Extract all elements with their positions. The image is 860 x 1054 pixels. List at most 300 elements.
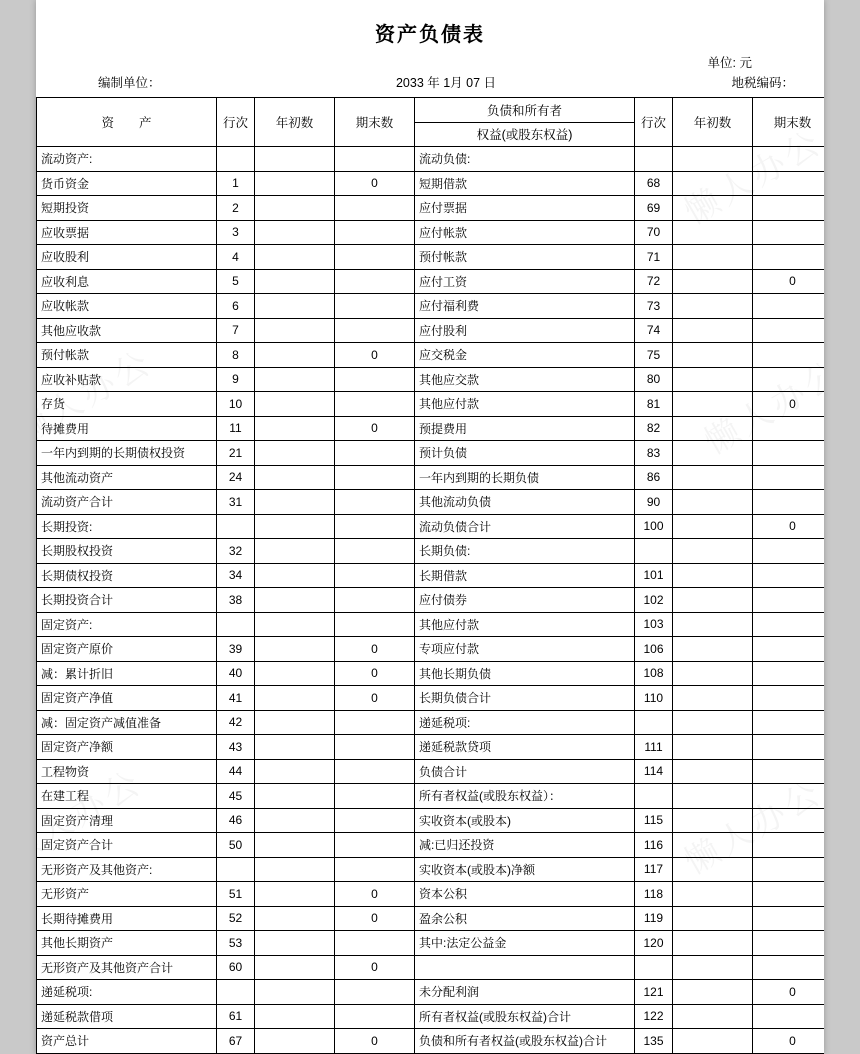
asset-line-no: 38: [217, 588, 255, 613]
liability-begin-value: [673, 784, 753, 809]
asset-begin-value: [255, 759, 335, 784]
asset-end-value: [335, 367, 415, 392]
page-title: 资产负债表: [375, 24, 485, 46]
liability-end-value: [753, 784, 825, 809]
asset-begin-value: [255, 220, 335, 245]
asset-label: 长期股权投资: [37, 539, 217, 564]
asset-label: 长期投资:: [37, 514, 217, 539]
asset-line-no: 4: [217, 245, 255, 270]
table-row: [37, 955, 825, 980]
liability-begin-value: [673, 220, 753, 245]
asset-begin-value: [255, 980, 335, 1005]
table-row: [37, 294, 825, 319]
liability-label: 流动负债:: [415, 147, 635, 172]
liability-line-no: 102: [635, 588, 673, 613]
asset-line-no: [217, 857, 255, 882]
liability-end-value: [753, 367, 825, 392]
asset-label: 递延税款借项: [37, 1004, 217, 1029]
asset-end-value: [335, 710, 415, 735]
liability-begin-value: [673, 343, 753, 368]
table-body: [37, 98, 825, 1054]
asset-begin-value: [255, 710, 335, 735]
liability-begin-value: [673, 392, 753, 417]
asset-end-value: [335, 441, 415, 466]
asset-label: 货币资金: [37, 171, 217, 196]
asset-end-value: [335, 392, 415, 417]
liability-begin-value: [673, 147, 753, 172]
asset-line-no: 50: [217, 833, 255, 858]
liability-end-value: [753, 343, 825, 368]
liability-line-no: 71: [635, 245, 673, 270]
liability-begin-value: [673, 367, 753, 392]
liability-end-value: [753, 196, 825, 221]
asset-line-no: 44: [217, 759, 255, 784]
asset-label: 预付帐款: [37, 343, 217, 368]
asset-begin-value: [255, 294, 335, 319]
liability-line-no: 106: [635, 637, 673, 662]
table-row: [37, 906, 825, 931]
liability-end-value: [753, 612, 825, 637]
asset-label: 应收帐款: [37, 294, 217, 319]
asset-line-no: 61: [217, 1004, 255, 1029]
liability-line-no: [635, 539, 673, 564]
liability-begin-value: [673, 808, 753, 833]
header-begin-2: 年初数: [673, 98, 753, 147]
table-row: [37, 392, 825, 417]
asset-line-no: 52: [217, 906, 255, 931]
liability-begin-value: [673, 245, 753, 270]
document-meta: [36, 73, 824, 97]
liability-label: 流动负债合计: [415, 514, 635, 539]
liability-end-value: 0: [753, 392, 825, 417]
table-row: [37, 269, 825, 294]
asset-begin-value: [255, 857, 335, 882]
liability-label: 递延税项:: [415, 710, 635, 735]
liability-line-no: 115: [635, 808, 673, 833]
liability-label: 实收资本(或股本)净额: [415, 857, 635, 882]
asset-begin-value: [255, 1004, 335, 1029]
table-row: [37, 808, 825, 833]
asset-end-value: 0: [335, 1029, 415, 1054]
liability-begin-value: [673, 563, 753, 588]
liability-begin-value: [673, 1004, 753, 1029]
asset-label: 应收股利: [37, 245, 217, 270]
liability-label: 其他应付款: [415, 612, 635, 637]
liability-line-no: 70: [635, 220, 673, 245]
table-row: [37, 686, 825, 711]
liability-end-value: 0: [753, 1029, 825, 1054]
header-line-no-2: 行次: [635, 98, 673, 147]
liability-label: 资本公积: [415, 882, 635, 907]
unit-label: 单位: 元: [707, 56, 752, 70]
table-row: [37, 637, 825, 662]
asset-begin-value: [255, 955, 335, 980]
asset-end-value: [335, 245, 415, 270]
liability-label: 其他应付款: [415, 392, 635, 417]
asset-begin-value: [255, 735, 335, 760]
asset-label: 减：固定资产减值准备: [37, 710, 217, 735]
liability-end-value: [753, 759, 825, 784]
liability-begin-value: [673, 539, 753, 564]
liability-label: 负债合计: [415, 759, 635, 784]
liability-begin-value: [673, 955, 753, 980]
asset-begin-value: [255, 661, 335, 686]
table-row: [37, 343, 825, 368]
asset-label: 应收利息: [37, 269, 217, 294]
asset-end-value: [335, 808, 415, 833]
report-date: 2033 年 1月 07 日: [395, 76, 497, 90]
liability-end-value: [753, 294, 825, 319]
asset-line-no: 1: [217, 171, 255, 196]
liability-end-value: [753, 1004, 825, 1029]
liability-end-value: [753, 637, 825, 662]
asset-begin-value: [255, 367, 335, 392]
liability-label: 预提费用: [415, 416, 635, 441]
liability-begin-value: [673, 637, 753, 662]
liability-line-no: 111: [635, 735, 673, 760]
asset-end-value: [335, 759, 415, 784]
liability-label: 负债和所有者权益(或股东权益)合计: [415, 1029, 635, 1054]
asset-end-value: 0: [335, 955, 415, 980]
liability-begin-value: [673, 759, 753, 784]
asset-end-value: 0: [335, 637, 415, 662]
asset-begin-value: [255, 269, 335, 294]
liability-label: 长期借款: [415, 563, 635, 588]
table-row: [37, 465, 825, 490]
liability-line-no: 119: [635, 906, 673, 931]
asset-label: 一年内到期的长期债权投资: [37, 441, 217, 466]
asset-begin-value: [255, 147, 335, 172]
liability-line-no: 116: [635, 833, 673, 858]
asset-line-no: 3: [217, 220, 255, 245]
asset-end-value: [335, 1004, 415, 1029]
asset-line-no: [217, 147, 255, 172]
table-row: [37, 931, 825, 956]
liability-line-no: [635, 955, 673, 980]
header-begin: 年初数: [255, 98, 335, 147]
asset-line-no: 42: [217, 710, 255, 735]
asset-end-value: 0: [335, 906, 415, 931]
asset-begin-value: [255, 931, 335, 956]
liability-line-no: 81: [635, 392, 673, 417]
asset-begin-value: [255, 318, 335, 343]
liability-end-value: [753, 588, 825, 613]
liability-begin-value: [673, 710, 753, 735]
asset-label: 固定资产净额: [37, 735, 217, 760]
asset-line-no: 40: [217, 661, 255, 686]
asset-end-value: [335, 490, 415, 515]
asset-end-value: [335, 220, 415, 245]
asset-begin-value: [255, 637, 335, 662]
liability-label: 应付票据: [415, 196, 635, 221]
asset-label: 其他长期资产: [37, 931, 217, 956]
liability-line-no: [635, 784, 673, 809]
asset-begin-value: [255, 612, 335, 637]
liability-begin-value: [673, 882, 753, 907]
header-line-no: 行次: [217, 98, 255, 147]
asset-end-value: 0: [335, 416, 415, 441]
liability-label: 减:已归还投资: [415, 833, 635, 858]
liability-end-value: [753, 906, 825, 931]
asset-begin-value: [255, 465, 335, 490]
liability-begin-value: [673, 294, 753, 319]
liability-line-no: 82: [635, 416, 673, 441]
liability-end-value: 0: [753, 514, 825, 539]
balance-sheet-table: [36, 97, 824, 1054]
header-liab-line1: 负债和所有者: [415, 98, 635, 123]
asset-begin-value: [255, 441, 335, 466]
table-row: [37, 441, 825, 466]
liability-line-no: 72: [635, 269, 673, 294]
document-page: [36, 0, 824, 1054]
asset-line-no: 31: [217, 490, 255, 515]
asset-begin-value: [255, 416, 335, 441]
liability-begin-value: [673, 490, 753, 515]
table-row: [37, 367, 825, 392]
liability-line-no: 122: [635, 1004, 673, 1029]
asset-end-value: [335, 318, 415, 343]
asset-line-no: [217, 514, 255, 539]
asset-end-value: [335, 294, 415, 319]
liability-end-value: 0: [753, 269, 825, 294]
liability-end-value: [753, 808, 825, 833]
asset-line-no: 39: [217, 637, 255, 662]
liability-label: 长期负债合计: [415, 686, 635, 711]
asset-end-value: [335, 735, 415, 760]
asset-line-no: 24: [217, 465, 255, 490]
liability-begin-value: [673, 931, 753, 956]
asset-line-no: 46: [217, 808, 255, 833]
asset-line-no: 67: [217, 1029, 255, 1054]
liability-line-no: 73: [635, 294, 673, 319]
table-row: [37, 220, 825, 245]
asset-label: 应收补贴款: [37, 367, 217, 392]
asset-end-value: [335, 980, 415, 1005]
asset-end-value: [335, 784, 415, 809]
liability-begin-value: [673, 686, 753, 711]
liability-line-no: [635, 147, 673, 172]
asset-begin-value: [255, 514, 335, 539]
asset-begin-value: [255, 833, 335, 858]
liability-label: 其他应交款: [415, 367, 635, 392]
asset-line-no: 6: [217, 294, 255, 319]
asset-label: 待摊费用: [37, 416, 217, 441]
header-end-2: 期末数: [753, 98, 825, 147]
table-row: [37, 196, 825, 221]
asset-line-no: 9: [217, 367, 255, 392]
liability-begin-value: [673, 661, 753, 686]
asset-begin-value: [255, 171, 335, 196]
asset-label: 固定资产清理: [37, 808, 217, 833]
liability-end-value: [753, 245, 825, 270]
liability-label: 应交税金: [415, 343, 635, 368]
table-row: [37, 980, 825, 1005]
liability-label: 应付债券: [415, 588, 635, 613]
table-row: [37, 588, 825, 613]
liability-line-no: 75: [635, 343, 673, 368]
asset-line-no: [217, 980, 255, 1005]
asset-label: 其他应收款: [37, 318, 217, 343]
asset-line-no: 8: [217, 343, 255, 368]
liability-label: 未分配利润: [415, 980, 635, 1005]
liability-line-no: 103: [635, 612, 673, 637]
liability-begin-value: [673, 514, 753, 539]
asset-end-value: [335, 833, 415, 858]
liability-begin-value: [673, 980, 753, 1005]
liability-label: 所有者权益(或股东权益）：: [415, 784, 635, 809]
asset-end-value: 0: [335, 661, 415, 686]
liability-begin-value: [673, 196, 753, 221]
asset-line-no: 32: [217, 539, 255, 564]
table-row: [37, 490, 825, 515]
asset-line-no: 60: [217, 955, 255, 980]
asset-end-value: [335, 514, 415, 539]
asset-end-value: [335, 196, 415, 221]
asset-line-no: 2: [217, 196, 255, 221]
liability-end-value: [753, 490, 825, 515]
table-row: [37, 245, 825, 270]
asset-label: 短期投资: [37, 196, 217, 221]
prepared-by-label: 编制单位：: [98, 76, 161, 90]
table-row: [37, 612, 825, 637]
liability-label: 专项应付款: [415, 637, 635, 662]
asset-line-no: 53: [217, 931, 255, 956]
asset-label: 固定资产原价: [37, 637, 217, 662]
table-row: [37, 857, 825, 882]
liability-begin-value: [673, 857, 753, 882]
asset-end-value: 0: [335, 882, 415, 907]
asset-begin-value: [255, 490, 335, 515]
asset-label: 无形资产及其他资产:: [37, 857, 217, 882]
liability-line-no: 86: [635, 465, 673, 490]
asset-line-no: 41: [217, 686, 255, 711]
asset-label: 长期投资合计: [37, 588, 217, 613]
liability-line-no: 68: [635, 171, 673, 196]
liability-begin-value: [673, 735, 753, 760]
liability-line-no: 108: [635, 661, 673, 686]
asset-label: 存货: [37, 392, 217, 417]
liability-end-value: [753, 220, 825, 245]
liability-label: 其他长期负债: [415, 661, 635, 686]
table-row: [37, 514, 825, 539]
table-row: [37, 1004, 825, 1029]
table-row: [37, 710, 825, 735]
liability-end-value: [753, 735, 825, 760]
asset-begin-value: [255, 392, 335, 417]
liability-begin-value: [673, 416, 753, 441]
asset-label: 长期待摊费用: [37, 906, 217, 931]
asset-label: 在建工程: [37, 784, 217, 809]
asset-label: 无形资产: [37, 882, 217, 907]
asset-line-no: 43: [217, 735, 255, 760]
liability-label: [415, 955, 635, 980]
asset-line-no: 11: [217, 416, 255, 441]
liability-begin-value: [673, 588, 753, 613]
liability-begin-value: [673, 1029, 753, 1054]
asset-end-value: [335, 563, 415, 588]
table-row: [37, 1029, 825, 1054]
asset-line-no: [217, 612, 255, 637]
liability-begin-value: [673, 269, 753, 294]
liability-end-value: [753, 465, 825, 490]
liability-line-no: [635, 710, 673, 735]
asset-label: 固定资产:: [37, 612, 217, 637]
liability-line-no: 80: [635, 367, 673, 392]
asset-end-value: [335, 588, 415, 613]
liability-end-value: [753, 147, 825, 172]
asset-label: 递延税项:: [37, 980, 217, 1005]
liability-end-value: [753, 661, 825, 686]
header-liab-line2: 权益(或股东权益): [415, 122, 635, 147]
asset-line-no: 34: [217, 563, 255, 588]
asset-line-no: 45: [217, 784, 255, 809]
table-row: [37, 784, 825, 809]
asset-end-value: [335, 269, 415, 294]
asset-line-no: 21: [217, 441, 255, 466]
asset-line-no: 5: [217, 269, 255, 294]
table-row: [37, 171, 825, 196]
asset-begin-value: [255, 1029, 335, 1054]
liability-end-value: [753, 882, 825, 907]
liability-line-no: 110: [635, 686, 673, 711]
liability-end-value: [753, 955, 825, 980]
liability-end-value: [753, 931, 825, 956]
table-row: [37, 661, 825, 686]
asset-line-no: 10: [217, 392, 255, 417]
liability-label: 所有者权益(或股东权益)合计: [415, 1004, 635, 1029]
asset-line-no: 51: [217, 882, 255, 907]
liability-label: 预计负债: [415, 441, 635, 466]
asset-begin-value: [255, 686, 335, 711]
liability-begin-value: [673, 906, 753, 931]
asset-label: 应收票据: [37, 220, 217, 245]
asset-begin-value: [255, 196, 335, 221]
asset-end-value: [335, 147, 415, 172]
table-row: [37, 563, 825, 588]
liability-end-value: [753, 416, 825, 441]
header-end: 期末数: [335, 98, 415, 147]
liability-label: 递延税款贷项: [415, 735, 635, 760]
table-row: [37, 882, 825, 907]
table-row: [37, 318, 825, 343]
asset-begin-value: [255, 539, 335, 564]
liability-end-value: 0: [753, 980, 825, 1005]
liability-label: 长期负债:: [415, 539, 635, 564]
liability-begin-value: [673, 833, 753, 858]
asset-line-no: 7: [217, 318, 255, 343]
liability-begin-value: [673, 318, 753, 343]
asset-begin-value: [255, 343, 335, 368]
liability-end-value: [753, 441, 825, 466]
liability-line-no: 114: [635, 759, 673, 784]
liability-label: 预付帐款: [415, 245, 635, 270]
liability-begin-value: [673, 441, 753, 466]
tax-code-label: 地税编码：: [731, 76, 795, 90]
table-row: [37, 539, 825, 564]
asset-end-value: [335, 931, 415, 956]
asset-begin-value: [255, 906, 335, 931]
asset-label: 其他流动资产: [37, 465, 217, 490]
asset-end-value: [335, 539, 415, 564]
asset-begin-value: [255, 588, 335, 613]
liability-line-no: 83: [635, 441, 673, 466]
asset-label: 资产总计: [37, 1029, 217, 1054]
asset-label: 固定资产净值: [37, 686, 217, 711]
liability-line-no: 101: [635, 563, 673, 588]
liability-label: 短期借款: [415, 171, 635, 196]
liability-label: 实收资本(或股本): [415, 808, 635, 833]
asset-label: 流动资产合计: [37, 490, 217, 515]
